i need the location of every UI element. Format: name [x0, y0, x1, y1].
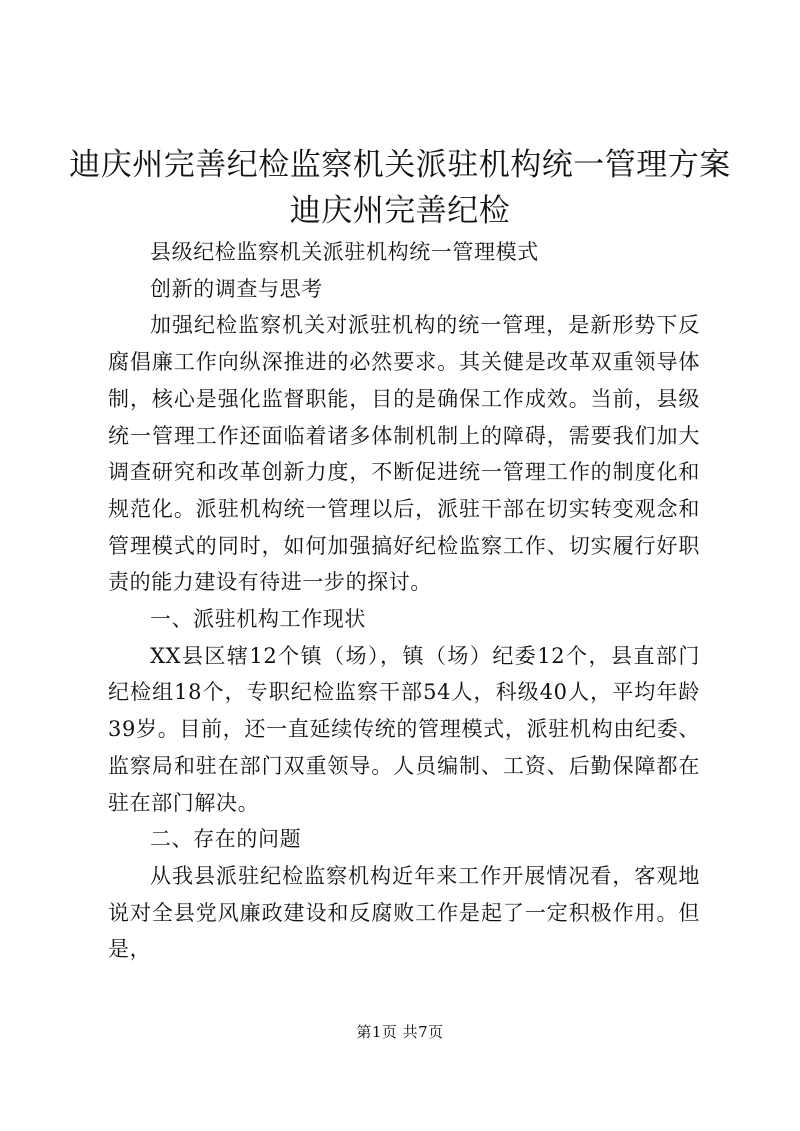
document-title: 迪庆州完善纪检监察机关派驻机构统一管理方案迪庆州完善纪检 — [69, 147, 731, 229]
paragraph-subtitle-1: 县级纪检监察机关派驻机构统一管理模式 — [150, 240, 539, 264]
document-body — [108, 234, 700, 968]
paragraph-subtitle-2: 创新的调查与思考 — [150, 276, 323, 301]
page-footer: 第1页 共7页 — [356, 1023, 444, 1041]
paragraph-intro: 加强纪检监察机关对派驻机构的统一管理，是新形势下反腐倡廉工作向纵深推进的必然要求。其关健是改革双重领导体制，核心是强化监督职能，目的是确保工作成效。当前，县级统一管理工作还面临着诸多体制机制上的障碍，需要我们加大调查研究和改革创新力度，不断促进统一管理工作的制度化和规范化。派驻机构统一管理以后，派驻干部在切实转变观念和管理模式的同时，如何加强搞好纪检监察工作、切实履行好职责的能力建设有待进一步的探讨。 — [108, 313, 700, 595]
section-heading-2: 二、存在的问题 — [150, 827, 302, 852]
paragraph-status: XX县区辖12个镇（场），镇（场）纪委12个，县直部门纪检组18个，专职纪检监察干部54人，科级40人，平均年龄39岁。目前，还一直延续传统的管理模式，派驻机构由纪委、监察局和驻在部门双重领导。人员编制、工资、后勤保障都在驻在部门解决。 — [108, 643, 700, 815]
paragraph-problems: 从我县派驻纪检监察机构近年来工作开展情况看，客观地说对全县党风廉政建设和反腐败工作是起了一定积极作用。但是， — [108, 863, 700, 962]
section-heading-1: 一、派驻机构工作现状 — [150, 607, 366, 632]
